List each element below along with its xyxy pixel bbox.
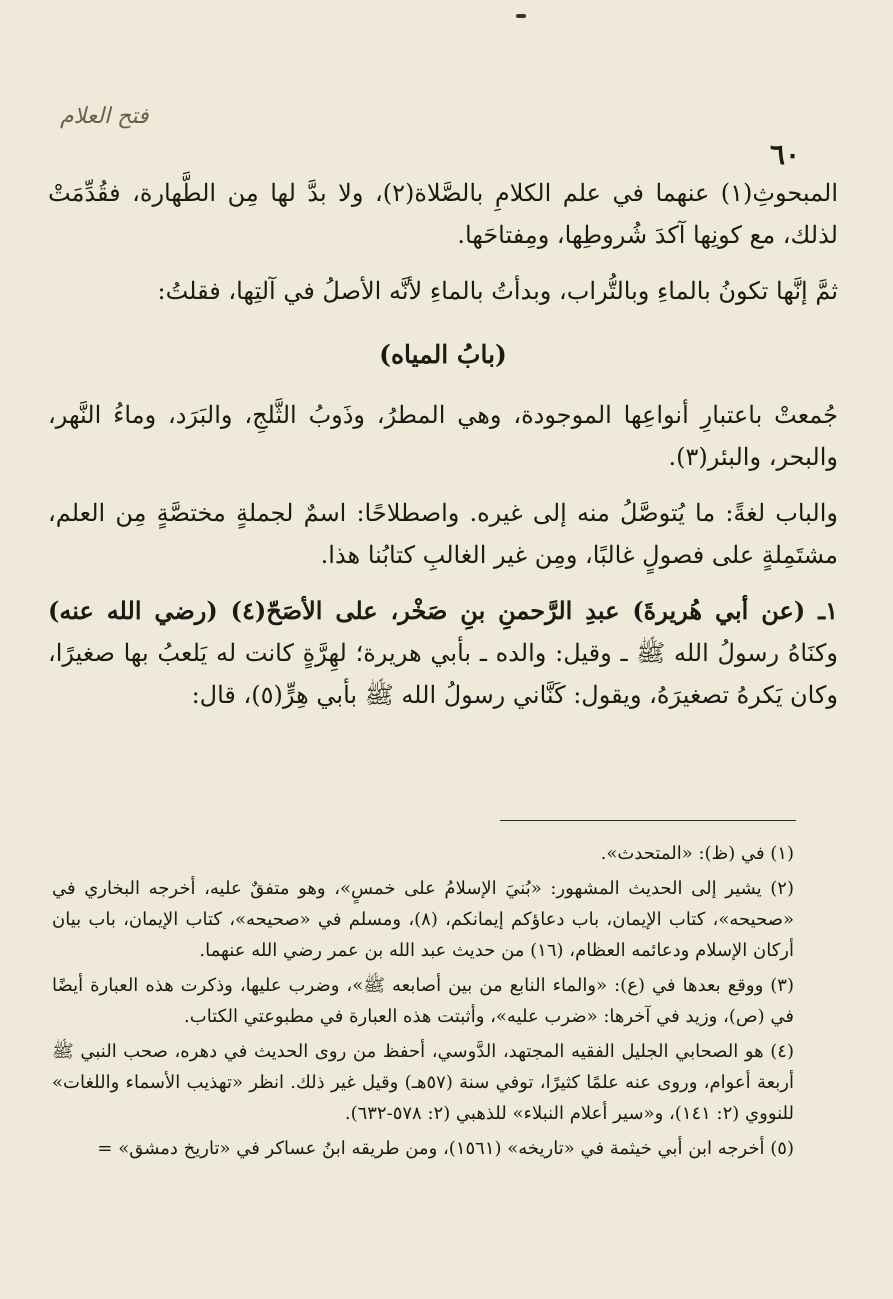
footnote-2: (٢) يشير إلى الحديث المشهور: «بُنيَ الإسلامُ على خمسٍ»، وهو متفقٌ عليه، أخرجه البخاري في «صحيحه»، كتاب الإيمان، باب دعاؤكم إيمانكم، (٨)، ومسلم في «صحيحه»، كتاب الإيمان، باب بيان أركان الإسلام ودعائمه العظام، (١٦) من حديث عبد الله بن عمر رضي الله عنهما.	[52, 878, 794, 961]
footnote-3: (٣) ووقع بعدها في (ع): «والماء النابع من بين أصابعه ﷺ»، وضرب عليها، وذكرت هذه العبارة أيضًا في (ص)، وزيد في آخرها: «ضرب عليه»، وأثبتت هذه العبارة في مطبوعتي الكتاب.	[52, 975, 794, 1027]
paragraph-5	[48, 590, 838, 716]
hadith-narrator: ١ـ (عن أبي هُريرةَ) عبدِ الرَّحمنِ بنِ صَخْر، على الأصَحّ(٤) (رضي الله عنه)	[48, 596, 838, 625]
footnotes	[52, 838, 794, 1168]
paragraph-2: ثمَّ إنَّها تكونُ بالماءِ وبالتُّراب، وبدأتُ بالماءِ لأنَّه الأصلُ في آلتِها، فقلتُ:	[157, 277, 838, 305]
footnote-divider	[500, 820, 796, 821]
footnote-5: (٥) أخرجه ابن أبي خيثمة في «تاريخه» (١٥٦١)، ومن طريقه ابنُ عساكر في «تاريخ دمشق» =	[97, 1138, 794, 1159]
hadith-text: وكنَاهُ رسولُ الله ﷺ ـ وقيل: والده ـ بأبي هريرة؛ لهِرَّةٍ كانت له يَلعبُ بها صغيرًا، وكان يَكرهُ تصغيرَهُ، ويقول: كَنَّاني رسولُ الله ﷺ بأبي هِرٍّ(٥)، قال:	[48, 639, 838, 709]
footnote-4: (٤) هو الصحابي الجليل الفقيه المجتهد، الدَّوسي، أحفظ من روى الحديث في دهره، صحب النبي ﷺ أربعة أعوام، وروى عنه علمًا كثيرًا، توفي سنة (٥٧هـ) وقيل غير ذلك. انظر «تهذيب الأسماء واللغات» للنووي (٢: ١٤١)، و«سير أعلام النبلاء» للذهبي (٢: ٥٧٨-٦٣٢).	[52, 1041, 794, 1124]
page-number: ٦٠	[770, 138, 801, 171]
footnote-1: (١) في (ظ): «المتحدث».	[600, 843, 794, 864]
chapter-heading: (بابُ المياه)	[379, 340, 507, 369]
paragraph-4: والباب لغةً: ما يُتوصَّلُ منه إلى غيره. واصطلاحًا: اسمٌ لجملةٍ مختصَّةٍ مِن العلم، مشتَمِلةٍ على فصولٍ غالبًا، ومِن غير الغالبِ كتابُنا هذا.	[48, 499, 838, 569]
top-mark	[516, 14, 526, 18]
paragraph-1: المبحوثِ(١) عنهما في علم الكلامِ بالصَّلاة(٢)، ولا بدَّ لها مِن الطَّهارة، فقُدِّمَتْ لذلك، مع كونِها آكدَ شُروطِها، ومِفتاحَها.	[48, 179, 838, 249]
paragraph-3: جُمعتْ باعتبارِ أنواعِها الموجودة، وهي المطرُ، وذَوبُ الثَّلجِ، والبَرَد، وماءُ النَّهر، والبحر، والبئر(٣).	[48, 401, 838, 471]
main-text	[48, 172, 838, 716]
running-header-title: فتح العلام	[60, 104, 149, 129]
